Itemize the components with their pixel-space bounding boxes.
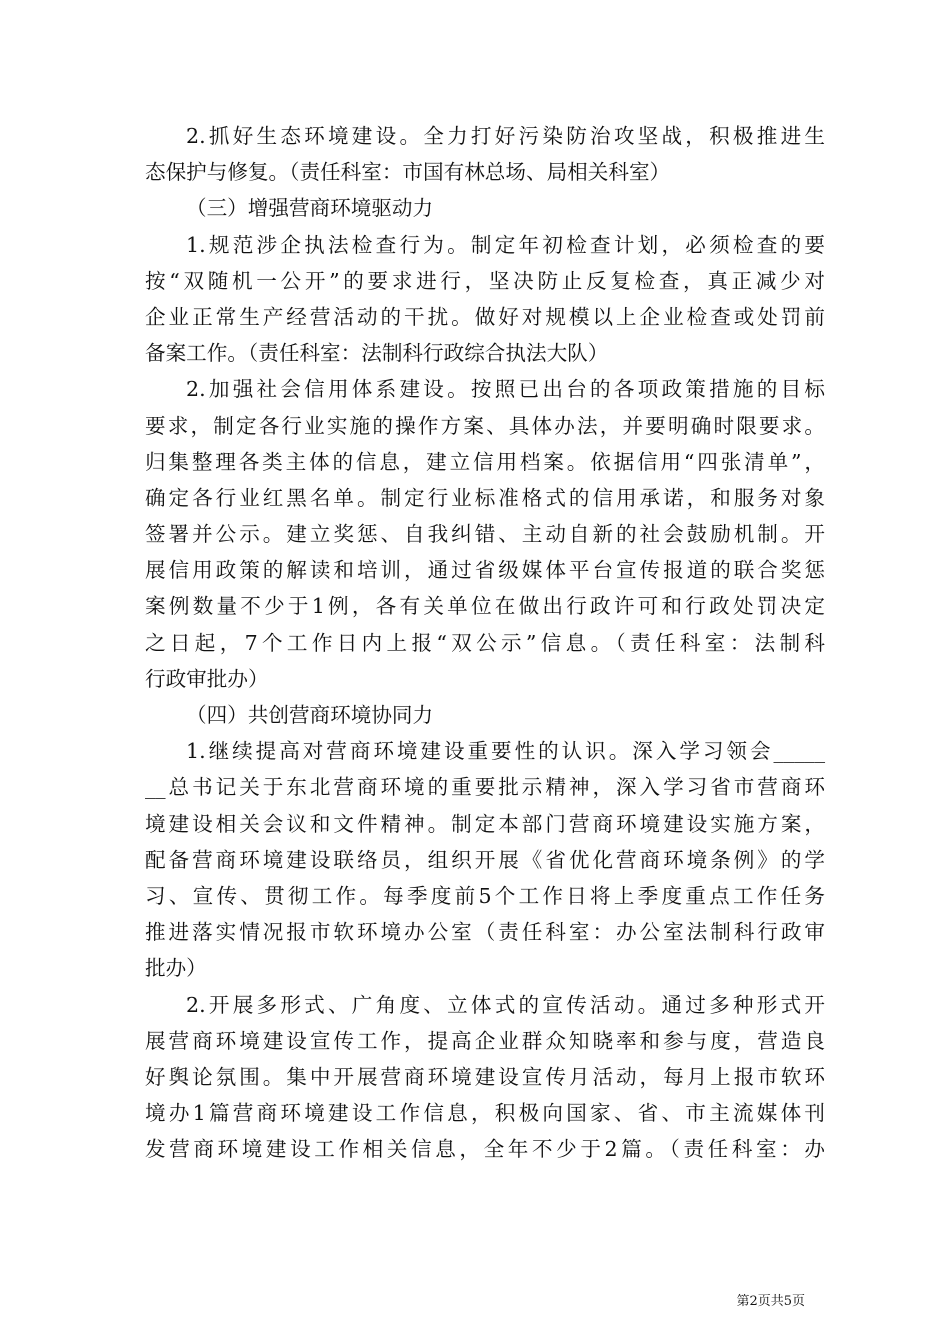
paragraph-line: 发营商环境建设工作相关信息，全年不少于2篇。（责任科室：办 [145,1137,825,1162]
paragraph-line: 配备营商环境建设联络员，组织开展《省优化营商环境条例》的学 [145,847,825,872]
paragraph-line: 2.加强社会信用体系建设。按照已出台的各项政策措施的目标 [186,377,825,402]
paragraph-line: 好舆论氛围。集中开展营商环境建设宣传月活动，每月上报市软环 [145,1064,825,1089]
section-heading: （四）共创营商环境协同力 [186,703,434,727]
paragraph-line: 2.抓好生态环境建设。全力打好污染防治攻坚战，积极推进生 [186,124,825,148]
paragraph-line: 推进落实情况报市软环境办公室（责任科室：办公室法制科行政审 [145,920,825,945]
document-body [145,118,825,1167]
section-heading: （三）增强营商环境驱动力 [186,196,434,221]
page-number: 第2页共5页 [736,1294,805,1309]
paragraph-line: 案例数量不少于1例，各有关单位在做出行政许可和行政处罚决定 [145,594,825,619]
paragraph-line: 备案工作。（责任科室：法制科行政综合执法大队） [145,341,609,366]
paragraph-line: 境建设相关会议和文件精神。制定本部门营商环境建设实施方案， [145,811,825,836]
paragraph-line: 境办1篇营商环境建设工作信息，积极向国家、省、市主流媒体刊 [145,1101,825,1126]
paragraph-line: 1.规范涉企执法检查行为。制定年初检查计划，必须检查的要 [186,232,825,257]
paragraph-line: __总书记关于东北营商环境的重要批示精神，深入学习省市营商环 [145,775,825,800]
paragraph-line: 企业正常生产经营活动的干扰。做好对规模以上企业检查或处罚前 [145,304,825,329]
paragraph-line: 行政审批办） [145,666,269,691]
paragraph-line: 1.继续提高对营商环境建设重要性的认识。深入学习领会_____ [186,739,825,764]
paragraph-line: 批办） [145,956,207,981]
paragraph-line: 展营商环境建设宣传工作，提高企业群众知晓率和参与度，营造良 [145,1028,825,1053]
paragraph-line: 习、宣传、贯彻工作。每季度前5个工作日将上季度重点工作任务 [145,883,825,908]
paragraph-line: 2.开展多形式、广角度、立体式的宣传活动。通过多种形式开 [186,992,825,1017]
paragraph-line: 态保护与修复。（责任科室：市国有林总场、局相关科室） [145,160,671,185]
paragraph-line: 确定各行业红黑名单。制定行业标准格式的信用承诺，和服务对象 [145,485,825,510]
paragraph-line: 展信用政策的解读和培训，通过省级媒体平台宣传报道的联合奖惩 [145,558,825,583]
paragraph-line: 要求，制定各行业实施的操作方案、具体办法，并要明确时限要求。 [145,413,825,438]
paragraph-line: 按“双随机一公开”的要求进行，坚决防止反复检查，真正减少对 [145,268,825,293]
paragraph-line: 签署并公示。建立奖惩、自我纠错、主动自新的社会鼓励机制。开 [145,522,825,547]
paragraph-line: 归集整理各类主体的信息，建立信用档案。依据信用“四张清单”， [145,449,825,474]
paragraph-line: 之日起，7个工作日内上报“双公示”信息。（责任科室：法制科 [145,630,825,655]
